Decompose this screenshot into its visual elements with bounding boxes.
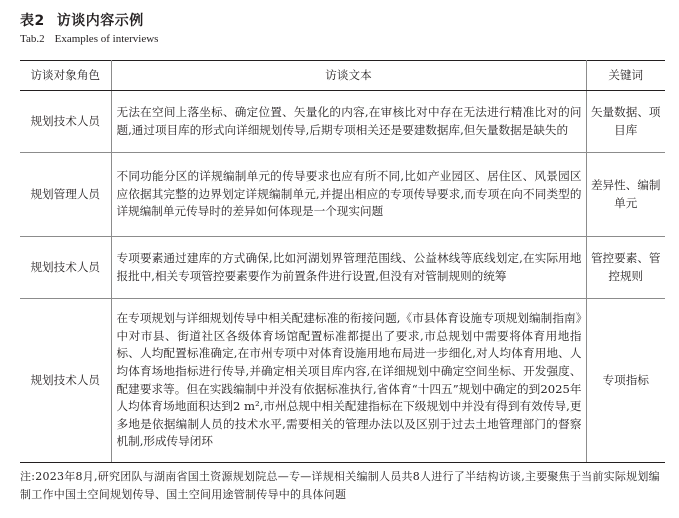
table-row — [20, 237, 665, 299]
interview-text-cell: 不同功能分区的详规编制单元的传导要求也应有所不同,比如产业园区、居住区、风景园区应依据其完整的边界划定详规编制单元,并提出相应的专项传导要求,而专项在向不同类型的详规编制单元传导时的差异如何体现是一个现实问题 — [111, 153, 586, 237]
header-keywords: 关键词 — [586, 61, 665, 91]
role-cell: 规划技术人员 — [20, 237, 111, 299]
table-number-en: Tab.2 — [20, 33, 45, 45]
table-header-row — [20, 61, 665, 91]
interview-text-cell: 无法在空间上落坐标、确定位置、矢量化的内容,在审核比对中存在无法进行精准比对的问题,通过项目库的形式向详细规划传导,后期专项相关还是要建数据库,但矢量数据是缺失的 — [111, 91, 586, 153]
interview-text-cell: 专项要素通过建库的方式确保,比如河湖划界管理范围线、公益林线等底线划定,在实际用地报批中,相关专项管控要素要作为前置条件进行设置,但没有对管制规则的统筹 — [111, 237, 586, 299]
table-row — [20, 153, 665, 237]
interview-text-cell: 在专项规划与详细规划传导中相关配建标准的衔接问题,《市县体育设施专项规划编制指南》中对市县、街道社区各级体育场馆配置标准都提出了要求,市总规划中需要将体育用地指标、人均配置标准确定,在市州专项中对体育设施用地布局进一步细化,对人均体育用地、人均体育场地指标进行传导,并确定相关项目库内容,在详细规划中确定空间坐标、开发强度、配建要求等。但在实践编制中并没有依据标准执行,省体育“十四五”规划中确定的到2025年人均体育场地面积达到2 m²,市州总规中相关配建指标在下级规划中并没有得到有效传导,更多地是依据编制人员的技术水平,需要相关的管理办法以及区别于过去土地管理部门的督察机制,形成传导闭环 — [111, 299, 586, 463]
keywords-cell: 专项指标 — [586, 299, 665, 463]
interview-table — [20, 60, 665, 463]
keywords-cell: 管控要素、管控规则 — [586, 237, 665, 299]
role-cell: 规划技术人员 — [20, 299, 111, 463]
table-caption-cn — [20, 10, 144, 30]
table-title-cn: 访谈内容示例 — [56, 13, 144, 29]
table-caption-en — [20, 33, 158, 45]
table-row — [20, 91, 665, 153]
header-text: 访谈文本 — [111, 61, 586, 91]
keywords-cell: 矢量数据、项目库 — [586, 91, 665, 153]
table-row — [20, 299, 665, 463]
table-number-cn: 表2 — [20, 13, 45, 29]
table-title-en: Examples of interviews — [54, 33, 159, 45]
table-footnote: 注:2023年8月,研究团队与湖南省国土资源规划院总—专—详规相关编制人员共8人进行了半结构访谈,主要聚焦于当前实际规划编制工作中国土空间规划传导、国土空间用途管制传导中的具体问题 — [20, 470, 660, 501]
header-role: 访谈对象角色 — [20, 61, 111, 91]
keywords-cell: 差异性、编制单元 — [586, 153, 665, 237]
role-cell: 规划技术人员 — [20, 91, 111, 153]
role-cell: 规划管理人员 — [20, 153, 111, 237]
